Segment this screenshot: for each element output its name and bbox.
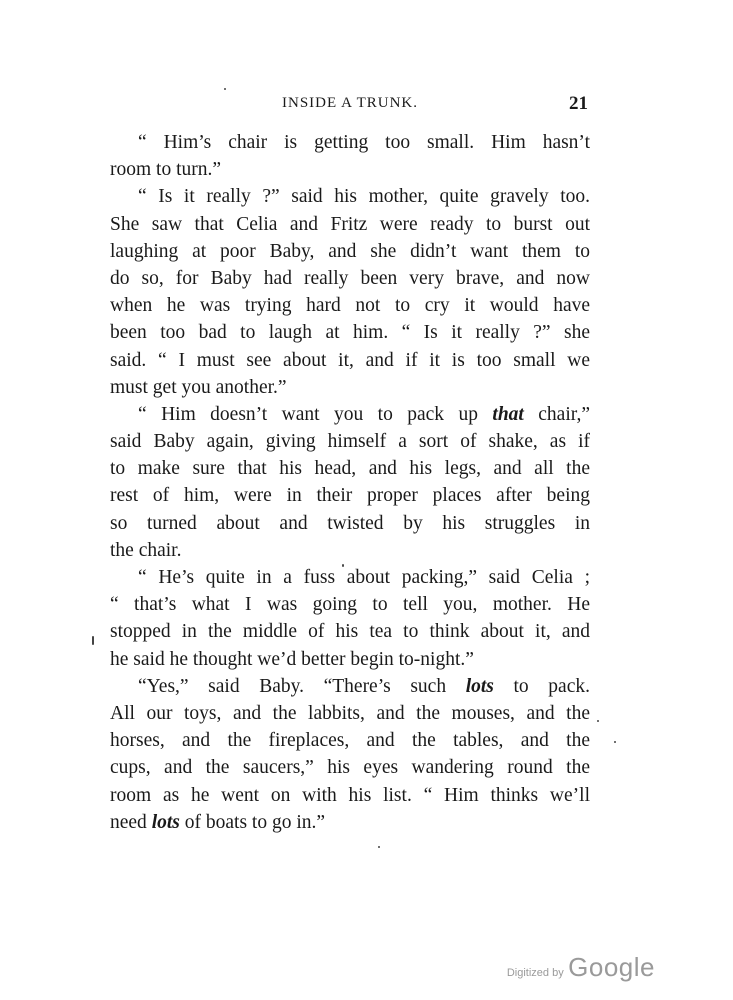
text-run: She saw that Celia and Fritz were ready to burst out (110, 213, 590, 235)
text-line (110, 782, 590, 809)
text-line (110, 727, 590, 754)
text-run: chair,” (523, 403, 590, 425)
google-brand: Google (568, 952, 655, 982)
text-line (110, 156, 590, 183)
italic-emphasis: that (492, 403, 524, 425)
text-run: “ He’s quite in a fuss about packing,” said Celia ; (138, 567, 590, 588)
body-text (110, 129, 590, 836)
text-run: he said he thought we’d better begin to-night.” (110, 648, 474, 670)
scan-speck (378, 846, 380, 848)
running-head (110, 93, 590, 117)
text-run: must get you another.” (110, 376, 287, 398)
text-line (110, 754, 590, 781)
text-run: “ Him doesn’t want you to pack up (138, 403, 493, 425)
text-run: “ that’s what I was going to tell you, mother. He (110, 594, 590, 616)
text-run: cups, and the saucers,” his eyes wandering round the (110, 757, 590, 779)
text-line (110, 183, 590, 210)
text-run: to pack. (493, 675, 590, 697)
text-line (110, 238, 590, 265)
text-run: of boats to go in.” (179, 811, 326, 833)
text-line (110, 374, 590, 401)
italic-emphasis: lots (465, 675, 494, 697)
text-run: stopped in the middle of his tea to think about it, and (110, 621, 590, 643)
text-line (110, 564, 590, 591)
text-run: “ Him’s chair is getting too small. Him hasn’t (138, 132, 590, 153)
text-run: All our toys, and the labbits, and the mouses, and the (110, 702, 590, 724)
text-run: horses, and the fireplaces, and the tables, and the (110, 730, 590, 752)
text-run: room as he went on with his list. “ Him thinks we’ll (110, 784, 590, 806)
scan-speck (342, 564, 344, 567)
text-line (110, 673, 590, 700)
text-line (110, 319, 590, 346)
text-run: do so, for Baby had really been very brave, and now (110, 267, 590, 289)
text-line (110, 455, 590, 482)
text-line (110, 618, 590, 645)
text-line (110, 211, 590, 238)
text-line (110, 347, 590, 374)
running-title: INSIDE A TRUNK. (282, 95, 418, 111)
text-run: the chair. (110, 539, 182, 561)
scan-speck (597, 720, 599, 722)
text-run: so turned about and twisted by his struggles in (110, 512, 590, 534)
italic-emphasis: lots (151, 811, 180, 833)
page-number: 21 (569, 93, 588, 114)
text-line (110, 537, 590, 564)
text-run: said Baby again, giving himself a sort of shake, as if (110, 431, 590, 453)
text-line (110, 646, 590, 673)
text-run: rest of him, were in their proper places after being (110, 485, 590, 507)
text-run: said. “ I must see about it, and if it is too small we (110, 349, 590, 371)
scan-speck (224, 88, 226, 90)
text-line (110, 510, 590, 537)
text-line (110, 809, 590, 836)
text-run: “ Is it really ?” said his mother, quite gravely too. (138, 186, 590, 208)
text-run: laughing at poor Baby, and she didn’t want them to (110, 240, 590, 262)
digitized-label: Digitized by (506, 967, 564, 979)
text-line (110, 401, 590, 428)
scan-speck (92, 636, 94, 645)
text-line (110, 265, 590, 292)
text-run: “Yes,” said Baby. “There’s such (138, 675, 466, 697)
text-line (110, 591, 590, 618)
text-line (110, 292, 590, 319)
digitized-watermark (507, 952, 655, 983)
text-run: need (110, 811, 152, 833)
text-run: room to turn.” (110, 159, 222, 181)
text-run: been too bad to laugh at him. “ Is it really ?” she (110, 322, 590, 344)
text-run: when he was trying hard not to cry it would have (110, 295, 590, 317)
text-line (110, 428, 590, 455)
scan-speck (614, 741, 616, 743)
text-run: to make sure that his head, and his legs, and all the (110, 458, 590, 480)
text-line (110, 700, 590, 727)
text-line (110, 129, 590, 156)
text-line (110, 482, 590, 509)
